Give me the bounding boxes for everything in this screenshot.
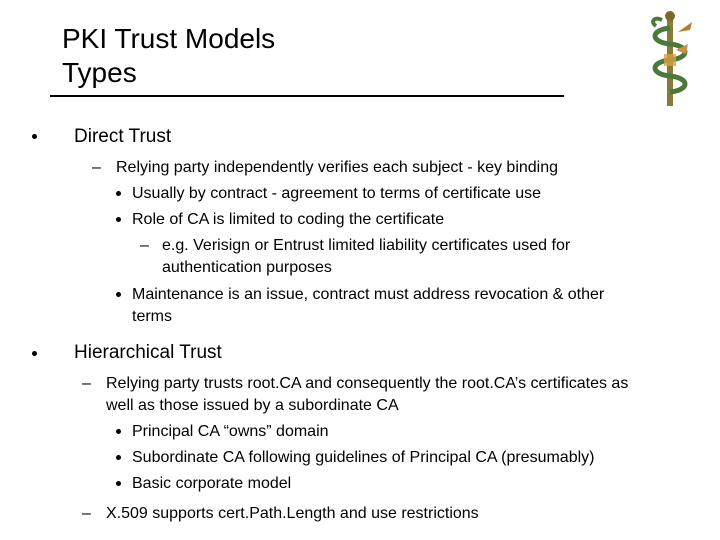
sub-sub-point-line-1: e.g. Verisign or Entrust limited liability certificates used for [162,237,571,254]
bullet-dot [116,292,121,297]
bullet-dot [116,429,121,434]
sub-point: Relying party independently verifies each subject - key binding [116,159,559,176]
section-heading-hierarchical-trust: Hierarchical Trust [74,342,222,363]
section-heading-direct-trust: Direct Trust [74,126,172,147]
bullet-dot [116,481,121,486]
sub-point: X.509 supports cert.Path.Length and use restrictions [106,505,479,522]
bullet-dot [116,455,121,460]
bullet-dot [32,134,37,139]
caduceus-icon [640,8,700,108]
list-item: Usually by contract - agreement to terms of certificate use [132,185,542,202]
list-item: Maintenance is an issue, contract must address revocation & other [132,286,605,303]
title-line-1: PKI Trust Models [62,23,276,54]
bullet-dot [116,217,121,222]
dash-marker: – [140,237,149,254]
list-item: Basic corporate model [132,475,292,492]
sub-point-line-2: well as those issued by a subordinate CA [106,397,399,414]
list-item: Role of CA is limited to coding the certificate [132,211,445,228]
dash-marker: – [82,375,91,392]
title-line-2: Types [62,57,137,88]
title-underline [50,95,564,97]
slide-title [62,22,275,90]
list-item: Principal CA “owns” domain [132,423,329,440]
list-item: Subordinate CA following guidelines of Principal CA (presumably) [132,449,595,466]
sub-sub-point-line-2: authentication purposes [162,259,332,276]
bullet-dot [32,351,37,356]
bullet-dot [116,191,121,196]
sub-point-line-1: Relying party trusts root.CA and consequently the root.CA’s certificates as [106,375,629,392]
list-item-continuation: terms [132,308,172,325]
dash-marker: – [82,505,91,522]
dash-marker: – [92,159,101,176]
